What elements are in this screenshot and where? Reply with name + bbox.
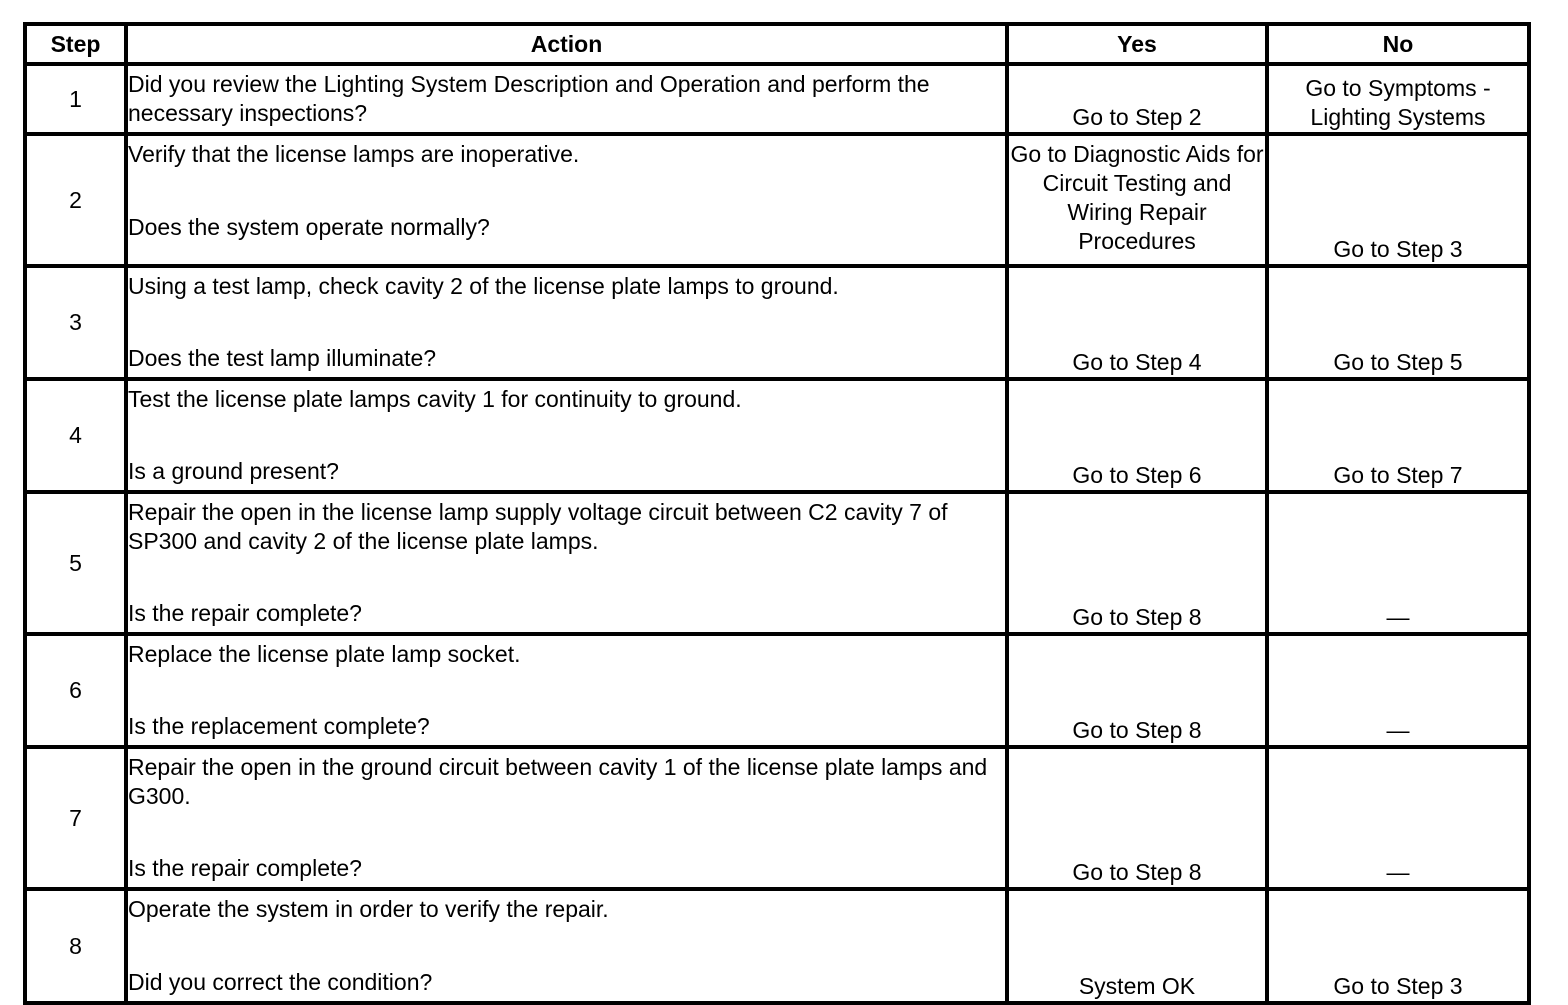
table-row xyxy=(25,266,1529,379)
action-question: Is the repair complete? xyxy=(128,600,362,626)
action-cell xyxy=(126,134,1007,266)
action-cell xyxy=(126,634,1007,747)
action-instruction: Replace the license plate lamp socket. xyxy=(128,641,521,667)
action-question: Does the system operate normally? xyxy=(128,214,490,240)
action-cell xyxy=(126,64,1007,134)
yes-result: Go to Step 6 xyxy=(1007,379,1267,492)
action-cell xyxy=(126,379,1007,492)
step-number: 3 xyxy=(25,266,126,379)
diagnostic-table xyxy=(23,22,1531,1005)
action-instruction: Test the license plate lamps cavity 1 for continuity to ground. xyxy=(128,386,742,412)
table-row xyxy=(25,379,1529,492)
action-instruction: Operate the system in order to verify the repair. xyxy=(128,896,609,922)
yes-result: Go to Step 2 xyxy=(1007,64,1267,134)
yes-result: Go to Step 8 xyxy=(1007,492,1267,634)
yes-result: Go to Step 4 xyxy=(1007,266,1267,379)
yes-result: Go to Diagnostic Aids for Circuit Testing and Wiring Repair Procedures xyxy=(1007,134,1267,266)
no-result: — xyxy=(1267,747,1529,889)
no-result: — xyxy=(1267,634,1529,747)
step-number: 1 xyxy=(25,64,126,134)
action-question: Is a ground present? xyxy=(128,458,339,484)
table-row xyxy=(25,492,1529,634)
step-number: 5 xyxy=(25,492,126,634)
no-result: Go to Step 3 xyxy=(1267,134,1529,266)
action-question: Did you correct the condition? xyxy=(128,969,433,995)
no-result: Go to Symptoms - Lighting Systems xyxy=(1267,64,1529,134)
action-cell xyxy=(126,747,1007,889)
action-instruction: Did you review the Lighting System Description and Operation and perform the necessary inspections? xyxy=(128,71,930,126)
action-cell xyxy=(126,889,1007,1003)
table-row xyxy=(25,747,1529,889)
action-cell xyxy=(126,266,1007,379)
table-row xyxy=(25,889,1529,1003)
step-number: 8 xyxy=(25,889,126,1003)
table-row xyxy=(25,634,1529,747)
no-result: Go to Step 5 xyxy=(1267,266,1529,379)
step-number: 2 xyxy=(25,134,126,266)
action-question: Does the test lamp illuminate? xyxy=(128,345,437,371)
action-cell xyxy=(126,492,1007,634)
header-action: Action xyxy=(126,24,1007,64)
step-number: 7 xyxy=(25,747,126,889)
header-no: No xyxy=(1267,24,1529,64)
header-yes: Yes xyxy=(1007,24,1267,64)
action-question: Is the repair complete? xyxy=(128,855,362,881)
yes-result: Go to Step 8 xyxy=(1007,747,1267,889)
header-step: Step xyxy=(25,24,126,64)
no-result: — xyxy=(1267,492,1529,634)
header-row xyxy=(25,24,1529,64)
action-instruction: Repair the open in the license lamp supply voltage circuit between C2 cavity 7 of SP300 and cavity 2 of the license plate lamps. xyxy=(128,499,948,554)
table-row xyxy=(25,134,1529,266)
step-number: 6 xyxy=(25,634,126,747)
no-result: Go to Step 7 xyxy=(1267,379,1529,492)
table-row xyxy=(25,64,1529,134)
no-result: Go to Step 3 xyxy=(1267,889,1529,1003)
action-question: Is the replacement complete? xyxy=(128,713,430,739)
step-number: 4 xyxy=(25,379,126,492)
action-instruction: Using a test lamp, check cavity 2 of the license plate lamps to ground. xyxy=(128,273,839,299)
action-instruction: Repair the open in the ground circuit between cavity 1 of the license plate lamps and G300. xyxy=(128,754,988,809)
yes-result: Go to Step 8 xyxy=(1007,634,1267,747)
yes-result: System OK xyxy=(1007,889,1267,1003)
action-instruction: Verify that the license lamps are inoperative. xyxy=(128,141,580,167)
